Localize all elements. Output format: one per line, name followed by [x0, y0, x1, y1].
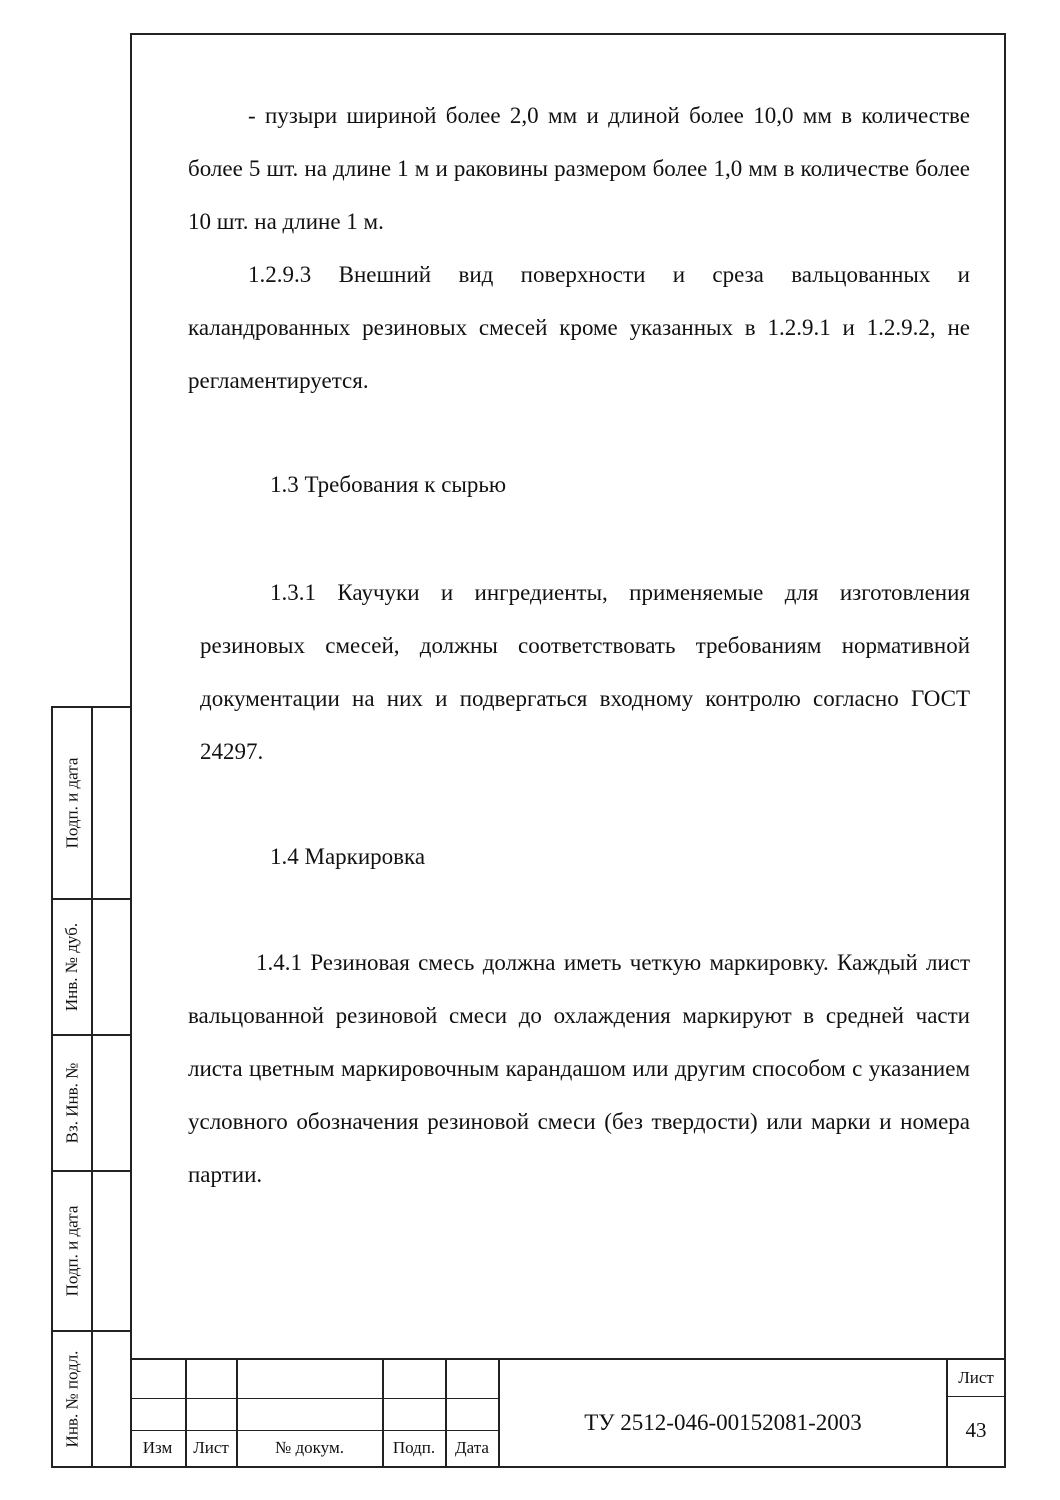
paragraph-1-4-1: 1.4.1 Резиновая смесь должна иметь четкую маркировку. Каждый лист вальцованной резиновой смеси до охлаждения маркируют в средней части листа цветным маркировочным карандашом или другим способом с указанием условного обозначения резиновой смеси (без твердости) или марки и номера партии. — [188, 950, 970, 1187]
document-code: ТУ 2512-046-00152081-2003 — [584, 1410, 862, 1435]
side-cell-inv-dub: Инв. № дуб. — [62, 922, 82, 1012]
stamp-row-line — [946, 1396, 1006, 1397]
stamp-izm: Изм — [142, 1438, 173, 1457]
paragraph-1-2-9-3: 1.2.9.3 Внешний вид поверхности и среза вальцованных и каландрованных резиновых смесей кроме указанных в 1.2.9.1 и 1.2.9.2, не регламентируется. — [188, 262, 970, 393]
stamp-list: Лист — [193, 1438, 229, 1457]
side-cell-inv-podl: Инв. № подл. — [62, 1350, 81, 1448]
side-cell-vz-inv: Вз. Инв. № — [62, 1062, 81, 1144]
sheet-number: 43 — [965, 1418, 987, 1442]
heading-1-4: 1.4 Маркировка — [270, 844, 426, 869]
heading-1-3: 1.3 Требования к сырью — [270, 472, 507, 497]
sheet-label: Лист — [958, 1368, 994, 1387]
paragraph-bubbles: - пузыри шириной более 2,0 мм и длиной более 10,0 мм в количестве более 5 шт. на длине 1 м и раковины размером более 1,0 мм в количестве более 10 шт. на длине 1 м. — [188, 103, 970, 234]
side-strip-divider — [91, 708, 93, 1466]
stamp-row-line — [130, 1430, 498, 1431]
stamp-row-line — [130, 1398, 498, 1399]
side-strip — [51, 706, 132, 1468]
side-cell-podp-data-1: Подп. и дата — [62, 757, 82, 849]
side-cell-podp-data-2: Подп. и дата — [62, 1205, 82, 1297]
stamp-podp: Подп. — [392, 1438, 436, 1457]
paragraph-1-3-1: 1.3.1 Каучуки и ингредиенты, применяемые для изготовления резиновых смесей, должны соответствовать требованиям нормативной документации на них и подвергаться входному контролю согласно ГОСТ 24297. — [200, 580, 970, 764]
title-block — [130, 1358, 1006, 1468]
stamp-n-dokum: № докум. — [275, 1438, 344, 1457]
stamp-data: Дата — [455, 1438, 489, 1457]
